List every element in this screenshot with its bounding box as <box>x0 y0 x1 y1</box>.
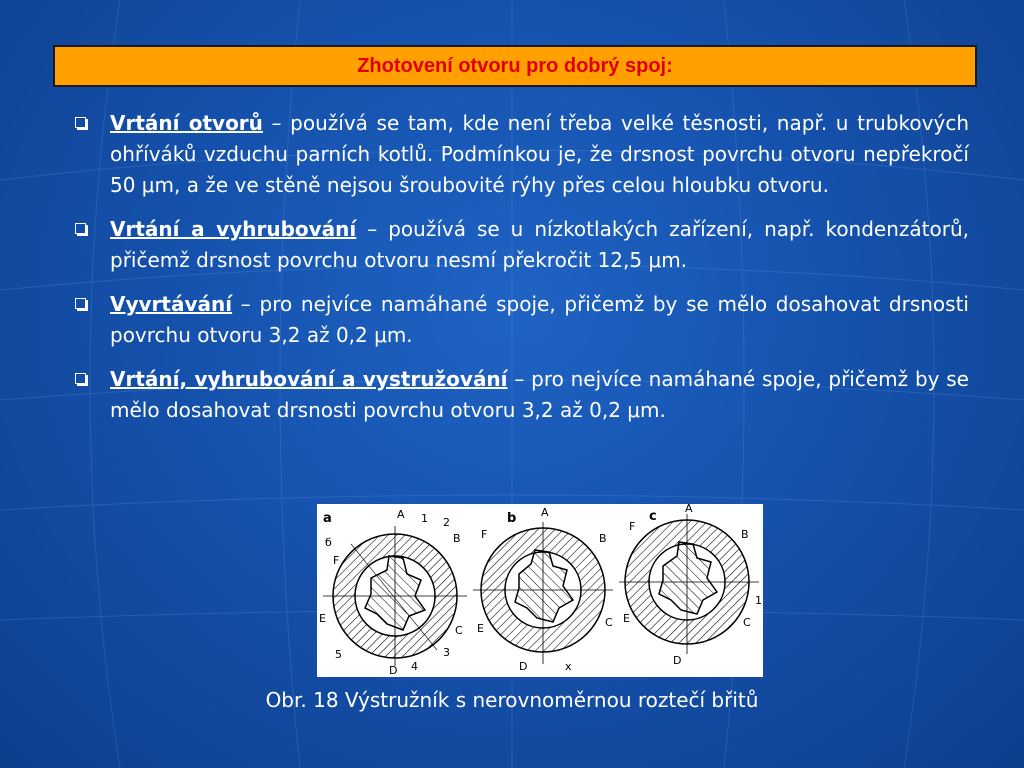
reamer-diagram-a <box>319 508 467 677</box>
diagram-label: F <box>333 554 340 567</box>
diagram-label: D <box>673 654 682 667</box>
diagram-label: C <box>743 616 751 629</box>
bullet-text: – pro nejvíce namáhané spoje, přičemž by se mělo dosahovat drsnosti povrchu otvoru 3,2 až 0,2 μm. <box>110 367 969 422</box>
checkbox-bullet-icon <box>75 223 86 234</box>
bullet-term: Vyvrtávání <box>110 292 233 316</box>
bullet-item <box>72 108 969 201</box>
diagram-label: A <box>397 508 405 521</box>
diagram-label: B <box>453 532 461 545</box>
bullet-term: Vrtání a vyhrubování <box>110 217 357 241</box>
diagram-b-tag: b <box>507 511 517 526</box>
reamer-figure <box>317 504 763 677</box>
slide-title-box <box>53 45 977 87</box>
bullet-text: – používá se tam, kde není třeba velké těsnosti, např. u trubkových ohříváků vzduchu parních kotlů. Podmínkou je, že drsnost povrchu otvoru nepřekročí 50 μm, a že ve stěně nejsou šroubovité rýhy přes celou hloubku otvoru. <box>110 111 969 197</box>
diagram-label: F <box>481 528 488 541</box>
checkbox-bullet-icon <box>75 373 86 384</box>
diagram-label: 1 <box>421 512 428 525</box>
diagram-label: A <box>685 504 693 515</box>
bullet-text: – používá se u nízkotlakých zařízení, např. kondenzátorů, přičemž drsnost povrchu otvoru nesmí překročit 12,5 μm. <box>110 217 969 272</box>
diagram-label: x <box>565 660 572 673</box>
bullet-list <box>72 108 969 439</box>
bullet-text: – pro nejvíce namáhané spoje, přičemž by se mělo dosahovat drsnosti povrchu otvoru 3,2 až 0,2 μm. <box>110 292 969 347</box>
diagram-label: B <box>599 532 607 545</box>
reamer-diagram-b <box>473 506 613 673</box>
diagram-label: E <box>477 622 484 635</box>
diagram-label: B <box>741 528 749 541</box>
diagram-label: A <box>541 506 549 519</box>
slide-title: Zhotovení otvoru pro dobrý spoj: <box>357 54 673 77</box>
bullet-term: Vrtání, vyhrubování a vystružování <box>110 367 508 391</box>
reamer-diagram-c <box>619 504 762 667</box>
bullet-term: Vrtání otvorů <box>110 111 263 135</box>
diagram-c-tag: c <box>649 509 657 524</box>
diagram-label: C <box>605 616 613 629</box>
checkbox-bullet-icon <box>75 298 86 309</box>
diagram-label: 3 <box>443 646 450 659</box>
diagram-label: 1 <box>755 594 762 607</box>
diagram-label: F <box>629 520 636 533</box>
checkbox-bullet-icon <box>75 117 86 128</box>
diagram-label: E <box>319 612 326 625</box>
bullet-item <box>72 289 969 351</box>
diagram-label: E <box>623 612 630 625</box>
diagram-a-tag: a <box>323 511 332 526</box>
diagram-label: 5 <box>335 648 342 661</box>
diagram-label: б <box>325 536 332 549</box>
figure-caption: Obr. 18 Výstružník s nerovnoměrnou roztečí břitů <box>265 688 759 712</box>
diagram-label: C <box>455 624 463 637</box>
bullet-item <box>72 364 969 426</box>
diagram-label: 4 <box>411 660 418 673</box>
diagram-label: 2 <box>443 516 450 529</box>
bullet-item <box>72 214 969 276</box>
diagram-label: D <box>519 660 528 673</box>
diagram-label: D <box>389 664 398 677</box>
